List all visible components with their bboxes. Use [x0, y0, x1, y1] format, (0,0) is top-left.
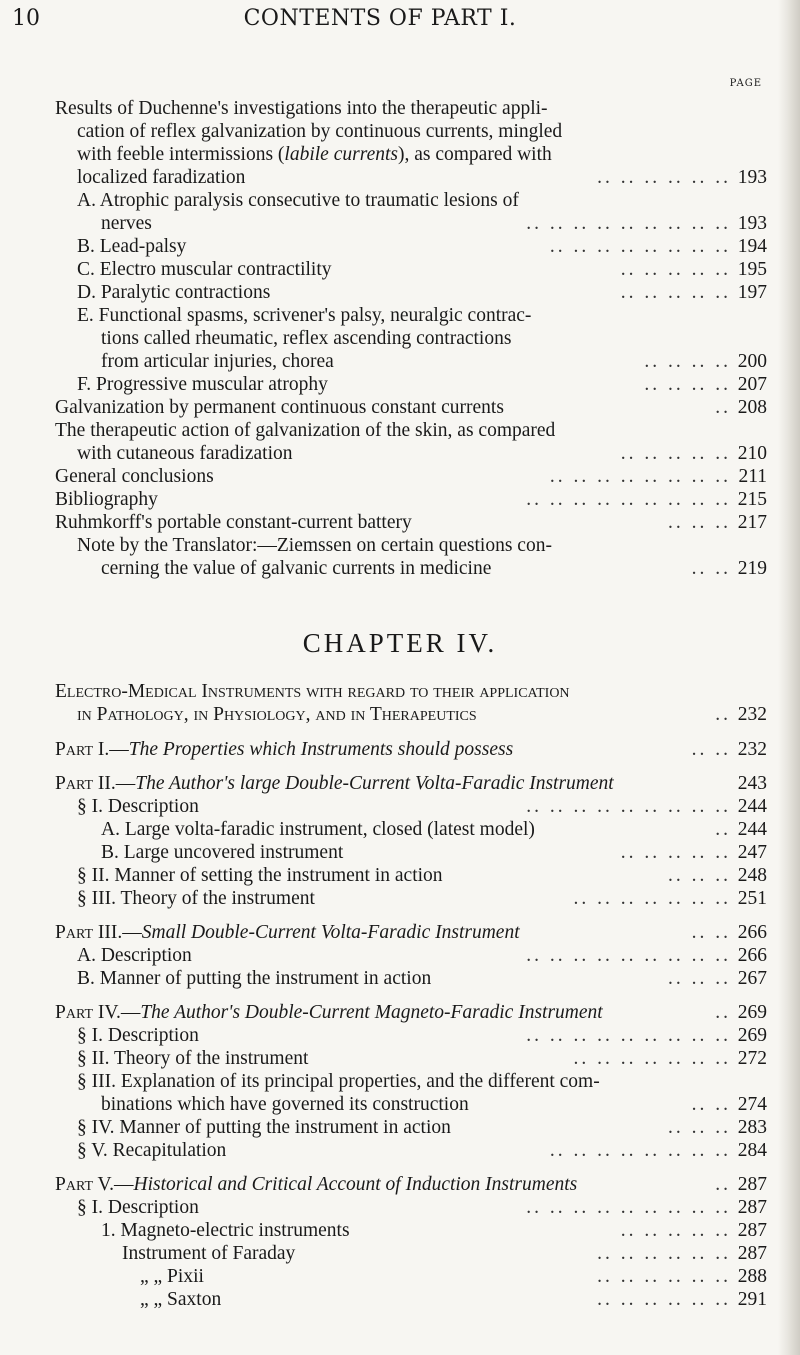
entry-page: 272 [737, 1048, 767, 1069]
entry-page: 269 [737, 1025, 767, 1046]
entry-text: B. Large uncovered instrument [101, 842, 344, 863]
toc-line: 1. Magneto-electric instruments .. .. .. .. .. 287 [101, 1220, 767, 1241]
entry-page: 251 [737, 888, 767, 909]
entry-text: E. Functional spasms, scrivener's palsy, neuralgic contrac- [77, 305, 532, 326]
toc-line: B. Lead-palsy .. .. .. .. .. .. .. .. 194 [77, 236, 767, 257]
entry-page: 283 [737, 1117, 767, 1138]
entry-text: with cutaneous faradization [77, 443, 293, 464]
entry-page: 244 [737, 796, 767, 817]
entry-page: 193 [737, 167, 767, 188]
toc-line: nerves .. .. .. .. .. .. .. .. .. 193 [101, 213, 767, 234]
entry-text: § V. Recapitulation [77, 1140, 227, 1161]
entry-page: 274 [737, 1094, 767, 1115]
toc-line: § III. Theory of the instrument .. .. .. .. .. .. .. 251 [77, 888, 767, 909]
toc-line: Galvanization by permanent continuous constant currents .. 208 [55, 397, 767, 418]
entry-page: 211 [738, 466, 767, 487]
entry-page: 200 [737, 351, 767, 372]
toc-line [77, 534, 757, 557]
toc-line: Bibliography .. .. .. .. .. .. .. .. .. 215 [55, 489, 767, 510]
entry-page: 291 [737, 1289, 767, 1310]
toc-part: Part V.—Historical and Critical Account of Induction Instruments .. 287 [55, 1174, 767, 1195]
entry-page: 195 [737, 259, 767, 280]
entry-text: § III. Theory of the instrument [77, 888, 315, 909]
chapter-subtitle: in Pathology, in Physiology, and in Therapeutics .. 232 [77, 704, 767, 725]
entry-page: 244 [737, 819, 767, 840]
entry-text: „ „ Saxton [140, 1289, 222, 1310]
entry-text: localized faradization [77, 167, 246, 188]
entry-page: 269 [737, 1002, 767, 1023]
entry-page: 266 [737, 945, 767, 966]
toc-line [55, 419, 767, 442]
toc-line: with cutaneous faradization .. .. .. .. .. 210 [77, 443, 767, 464]
entry-text: Electro-Medical Instruments with regard to their application [55, 681, 570, 702]
page-column-label: PAGE [729, 78, 762, 89]
entry-text: Results of Duchenne's investigations into the therapeutic appli- [55, 98, 548, 119]
toc-line: § II. Theory of the instrument .. .. .. .. .. .. .. 272 [77, 1048, 767, 1069]
entry-text: § II. Manner of setting the instrument in action [77, 865, 443, 886]
entry-page: 232 [737, 704, 767, 725]
entry-text: F. Progressive muscular atrophy [77, 374, 328, 395]
toc-line: General conclusions .. .. .. .. .. .. .. .. 211 [55, 466, 767, 487]
running-title: CONTENTS OF PART I. [243, 6, 517, 31]
entry-text: with feeble intermissions (labile currents), as compared with [77, 144, 552, 165]
toc-line [101, 327, 757, 350]
chapter-subtitle [55, 680, 767, 703]
entry-text: tions called rheumatic, reflex ascending contractions [101, 328, 512, 349]
entry-page: 288 [737, 1266, 767, 1287]
toc-line: cerning the value of galvanic currents in medicine .. .. 219 [101, 558, 767, 579]
entry-text: from articular injuries, chorea [101, 351, 334, 372]
entry-text: § III. Explanation of its principal properties, and the different com- [77, 1071, 600, 1092]
entry-text: in Pathology, in Physiology, and in Therapeutics [77, 704, 477, 725]
entry-text: A. Atrophic paralysis consecutive to traumatic lesions of [77, 190, 519, 211]
entry-text: C. Electro muscular contractility [77, 259, 332, 280]
entry-text: Instrument of Faraday [122, 1243, 296, 1264]
entry-text: Part V.—Historical and Critical Account of Induction Instruments [55, 1174, 578, 1195]
toc-part [55, 772, 767, 795]
page-edge-shadow [778, 0, 800, 1355]
toc-line: localized faradization .. .. .. .. .. .. 193 [77, 167, 767, 188]
entry-text: „ „ Pixii [140, 1266, 204, 1287]
toc-line [77, 120, 757, 143]
toc-line: Instrument of Faraday .. .. .. .. .. .. 287 [122, 1243, 767, 1264]
toc-line [77, 1070, 757, 1093]
entry-page: 267 [737, 968, 767, 989]
toc-line: § I. Description .. .. .. .. .. .. .. .. .. 269 [77, 1025, 767, 1046]
toc-line [55, 97, 757, 120]
toc-line: D. Paralytic contractions .. .. .. .. .. 197 [77, 282, 767, 303]
entry-page: 284 [737, 1140, 767, 1161]
entry-page: 210 [737, 443, 767, 464]
toc-line: from articular injuries, chorea .. .. .. .. 200 [101, 351, 767, 372]
toc-line: C. Electro muscular contractility .. .. .. .. .. 195 [77, 259, 767, 280]
entry-text: D. Paralytic contractions [77, 282, 271, 303]
toc-line: § V. Recapitulation .. .. .. .. .. .. .. .. 284 [77, 1140, 767, 1161]
entry-page: 219 [737, 558, 767, 579]
entry-text: § I. Description [77, 1025, 199, 1046]
entry-page: 193 [737, 213, 767, 234]
entry-page: 232 [737, 739, 767, 760]
entry-text: The therapeutic action of galvanization of the skin, as compared [55, 420, 556, 441]
entry-page: 247 [737, 842, 767, 863]
entry-text: A. Large volta-faradic instrument, closed (latest model) [101, 819, 535, 840]
toc-line: „ „ Saxton .. .. .. .. .. .. 291 [140, 1289, 767, 1310]
entry-text: § II. Theory of the instrument [77, 1048, 309, 1069]
entry-page: 248 [737, 865, 767, 886]
toc-line: § I. Description .. .. .. .. .. .. .. .. .. 287 [77, 1197, 767, 1218]
entry-page: 287 [737, 1243, 767, 1264]
toc-line: B. Large uncovered instrument .. .. .. .. .. 247 [101, 842, 767, 863]
running-head [0, 6, 760, 38]
entry-text: cation of reflex galvanization by continuous currents, mingled [77, 121, 563, 142]
entry-text: cerning the value of galvanic currents in medicine [101, 558, 492, 579]
entry-text: Part II.—The Author's large Double-Current Volta-Faradic Instrument [55, 773, 614, 794]
toc-line: Ruhmkorff's portable constant-current battery .. .. .. 217 [55, 512, 767, 533]
entry-text: Galvanization by permanent continuous constant currents [55, 397, 504, 418]
chapter-heading: CHAPTER IV. [302, 628, 498, 658]
entry-page: 287 [737, 1220, 767, 1241]
toc-line: § II. Manner of setting the instrument in action .. .. .. 248 [77, 865, 767, 886]
toc-line: A. Large volta-faradic instrument, closed (latest model) .. 244 [101, 819, 767, 840]
entry-page: 287 [737, 1197, 767, 1218]
entry-text: General conclusions [55, 466, 214, 487]
entry-text: § I. Description [77, 796, 199, 817]
entry-page: 266 [737, 922, 767, 943]
entry-text: B. Lead-palsy [77, 236, 187, 257]
toc-line: § IV. Manner of putting the instrument in action .. .. .. 283 [77, 1117, 767, 1138]
entry-text: binations which have governed its construction [101, 1094, 469, 1115]
entry-text: Ruhmkorff's portable constant-current battery [55, 512, 412, 533]
entry-page: 197 [737, 282, 767, 303]
entry-text: Note by the Translator:—Ziemssen on certain questions con- [77, 535, 552, 556]
entry-text: 1. Magneto-electric instruments [101, 1220, 350, 1241]
page-number: 10 [12, 6, 40, 31]
toc-part: Part IV.—The Author's Double-Current Magneto-Faradic Instrument .. 269 [55, 1002, 767, 1023]
entry-page: 215 [737, 489, 767, 510]
entry-text: Bibliography [55, 489, 158, 510]
entry-text: nerves [101, 213, 152, 234]
entry-page: 194 [737, 236, 767, 257]
toc-line: A. Description .. .. .. .. .. .. .. .. .. 266 [77, 945, 767, 966]
entry-text: Part I.—The Properties which Instruments should possess [55, 739, 514, 760]
entry-text: Part IV.—The Author's Double-Current Magneto-Faradic Instrument [55, 1002, 603, 1023]
toc-line: B. Manner of putting the instrument in action .. .. .. 267 [77, 968, 767, 989]
entry-text: § I. Description [77, 1197, 199, 1218]
toc-line: § I. Description .. .. .. .. .. .. .. .. .. 244 [77, 796, 767, 817]
entry-page: 287 [737, 1174, 767, 1195]
entry-page: 217 [737, 512, 767, 533]
toc-line: F. Progressive muscular atrophy .. .. .. .. 207 [77, 374, 767, 395]
entry-page: 243 [737, 773, 767, 794]
entry-text: § IV. Manner of putting the instrument in action [77, 1117, 451, 1138]
toc-line [77, 143, 757, 166]
toc-line: „ „ Pixii .. .. .. .. .. .. 288 [140, 1266, 767, 1287]
entry-text: B. Manner of putting the instrument in action [77, 968, 432, 989]
toc-line [77, 189, 757, 212]
entry-page: 208 [737, 397, 767, 418]
entry-text: A. Description [77, 945, 192, 966]
toc-line [77, 304, 757, 327]
entry-page: 207 [737, 374, 767, 395]
toc-part: Part III.—Small Double-Current Volta-Faradic Instrument .. .. 266 [55, 922, 767, 943]
entry-text: Part III.—Small Double-Current Volta-Faradic Instrument [55, 922, 520, 943]
toc-line: binations which have governed its construction .. .. 274 [101, 1094, 767, 1115]
toc-part: Part I.—The Properties which Instruments should possess .. .. 232 [55, 739, 767, 760]
